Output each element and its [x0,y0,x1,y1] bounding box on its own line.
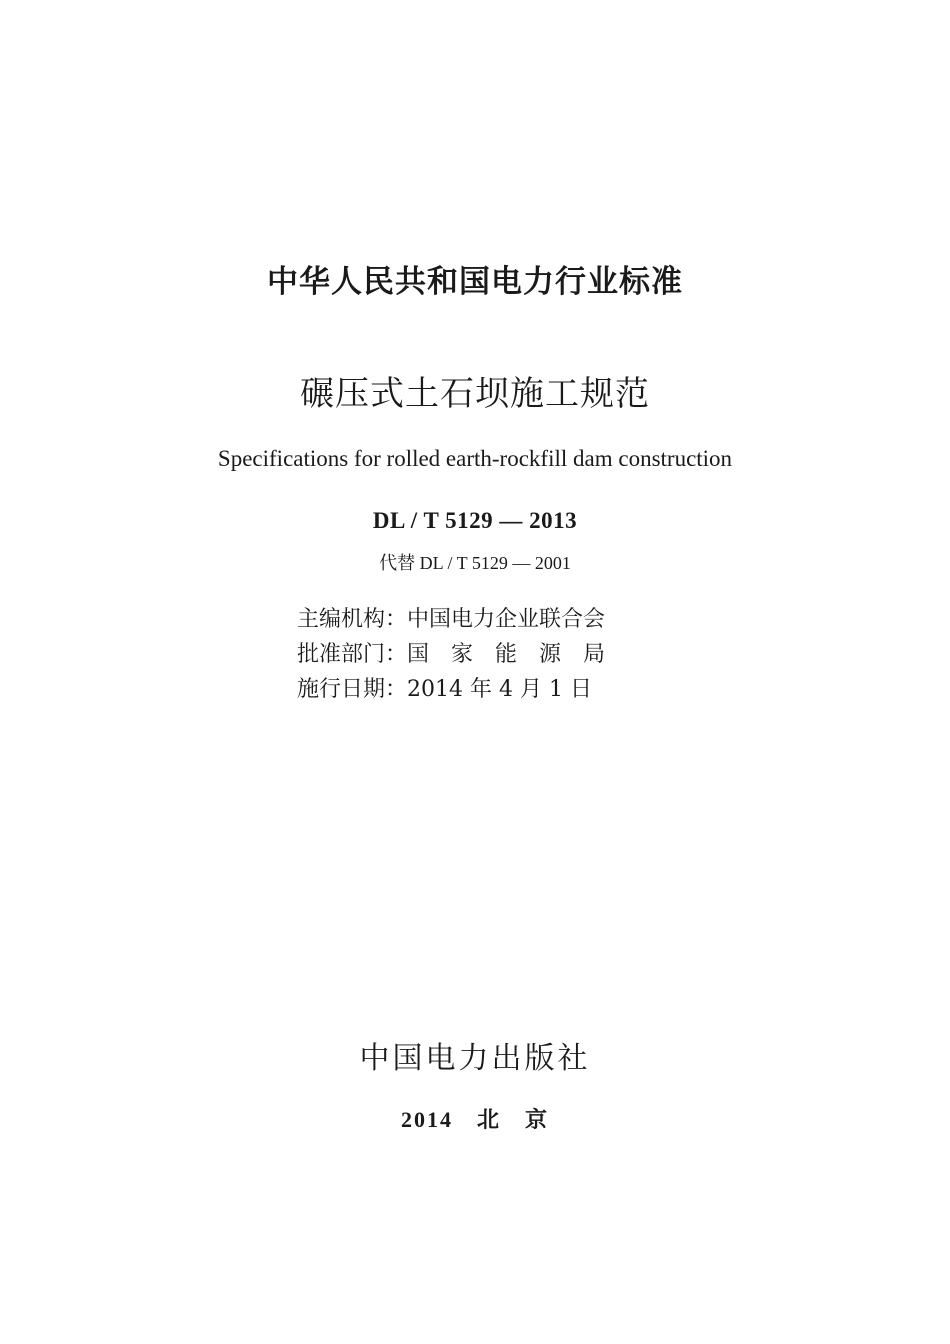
effective-date: 施行日期：2014 年 4 月 1 日 [297,677,592,702]
document-title-english: Specifications for rolled earth-rockfill dam construction [217,446,733,471]
document-title-chinese: 碾压式土石坝施工规范 [300,374,650,414]
chief-editor-org: 主编机构：中国电力企业联合会 [297,607,606,632]
publisher-name: 中国电力出版社 [359,1041,591,1076]
standard-code: DL / T 5129 — 2013 [372,508,578,533]
standard-info-block [297,602,605,707]
approving-department: 批准部门：国 家 能 源 局 [297,642,606,667]
publication-place-year: 2014 北 京 [400,1107,549,1132]
replaces-standard: 代替 DL / T 5129 — 2001 [379,553,571,573]
standard-category: 中华人民共和国电力行业标准 [267,264,683,300]
